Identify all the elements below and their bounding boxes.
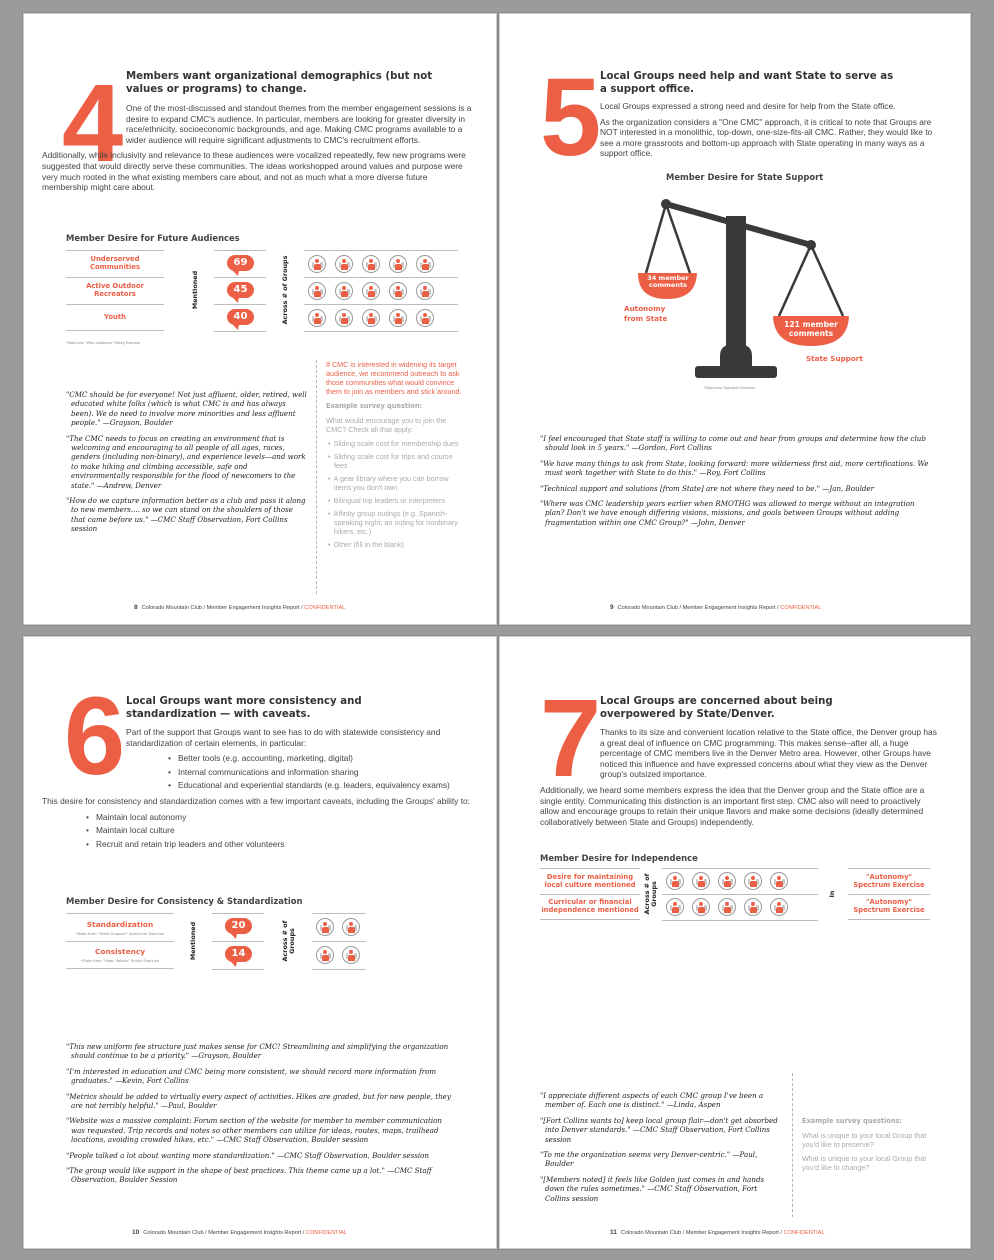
left-pan-label: Autonomy from State [624, 304, 668, 323]
mentioned-axis-label: Mentioned [189, 921, 197, 961]
group-icon-part [315, 313, 319, 317]
footer-separator: / [777, 605, 779, 611]
group-icon [342, 946, 360, 964]
category-label: Youth [66, 304, 164, 331]
group-icon-part [368, 264, 375, 270]
group-icon-part [777, 902, 781, 906]
quote: "I'm interested in education and CMC being more consistent, we should record more information from graduates." —Kevin, Fort Collins [66, 1066, 437, 1086]
group-icon [666, 898, 684, 916]
group-icon-part [341, 264, 348, 270]
survey-sidebar [792, 1073, 942, 1217]
quote: "The CMC needs to focus on creating an environment that is welcoming and encouraging to all people of all ages, races, genders (including non-binary), and experience levels—and work to make hiking and climbing accessible, safe and environmentally responsible for the flood of newcomers to the state." —Andrew, Denver [66, 433, 306, 490]
footer-confidential: CONFIDENTIAL [305, 1230, 347, 1236]
footer-confidential: CONFIDENTIAL [304, 605, 346, 611]
section-numeral: 5 [540, 56, 598, 179]
group-icon-part [396, 286, 400, 290]
row-divider [214, 277, 266, 278]
group-icon-part [725, 902, 729, 906]
group-icon-part [699, 902, 703, 906]
page-footer [610, 604, 821, 611]
group-icon-part [751, 902, 755, 906]
quotes [540, 434, 935, 533]
group-icon-part [314, 318, 321, 324]
survey-option: • Sliding scale cost for trips and course fees [326, 452, 466, 470]
survey-question: What is unique to your local Group that you'd like to preserve? [802, 1131, 927, 1149]
footer-org: Colorado Mountain Club [141, 605, 202, 611]
group-icon [316, 918, 334, 936]
group-icon [416, 255, 434, 273]
group-icon [342, 918, 360, 936]
mentioned-axis-label: Mentioned [191, 270, 199, 310]
group-icon-part [315, 286, 319, 290]
page-8 [23, 13, 497, 625]
recommendation-sidebar [316, 360, 466, 594]
chart-title: Member Desire for Consistency & Standardization [66, 896, 303, 906]
section-numeral: 6 [64, 675, 122, 798]
quote: "We have many things to ask from State, looking forward: more wilderness first aid, more certifications. We must work together with State to do this." —Roy, Fort Collins [540, 458, 929, 478]
group-icon-part [348, 955, 355, 961]
row-divider [312, 941, 366, 942]
quote: "Website was a massive complaint: Forum section of the website for member to member communication was requested. Trip records and notes so other members can utilize for ideas, routes, maps, trailhead locations, avoiding crowded hikes, etc." —CMC Staff Observation, Boulder session [66, 1116, 442, 1145]
footer-report: Member Engagement Insights Report [208, 1230, 302, 1236]
quote: "The group would like support in the shape of best practices. This theme came up a lot." —CMC Staff Observation, Boulder Session [66, 1166, 432, 1185]
survey-option: • Affinity group outings (e.g. Spanish-speaking night; an outing for nonbinary hikers, etc.) [326, 509, 466, 536]
group-icon [692, 872, 710, 890]
section-body [540, 727, 938, 832]
footer-org: Colorado Mountain Club [617, 605, 678, 611]
group-icon [416, 309, 434, 327]
page-footer [132, 1229, 347, 1236]
quote: "Metrics should be added to virtually every aspect of activities. Hikes are graded, but for new people, they are not terribly helpful." —Paul, Boulder [66, 1091, 451, 1111]
row-divider [662, 920, 818, 921]
group-icon-part [314, 291, 321, 297]
group-icon-part [395, 264, 402, 270]
quote: "[Fort Collins wants to] keep local group flair—don't get absorbed into Denver standards." —CMC Staff Observation, Fort Collins session [540, 1115, 778, 1144]
group-icon [770, 872, 788, 890]
quote: "[Members noted] it feels like Golden just comes in and hands down the rules sometimes." —CMC Staff Observation, Fort Collins session [540, 1174, 765, 1203]
page-10 [23, 636, 497, 1249]
row-divider [312, 969, 366, 970]
page-11 [499, 636, 971, 1249]
group-icon-part [396, 313, 400, 317]
bullet: • Internal communications and information sharing [168, 767, 474, 778]
mentioned-count-bubble: 45 [227, 282, 254, 298]
group-icon-part [699, 876, 703, 880]
quotes [540, 1091, 782, 1209]
paragraph: Additionally, while inclusivity and relevance to these audiences were vocalized repeatedly, few new programs were suggested that would directly serve these communities. The ideas workshopped around values and purpose were very much rooted in the what existing members care about, and not as much what a more diverse future membership might care about. [42, 150, 466, 193]
category-label: Curricular or financial independence mentioned [540, 894, 640, 920]
quote: "How do we capture information better as a club and pass it along to new members.... so we can stand on the shoulders of those that came before us." —CMC Staff Observation, Fort Collins session [66, 496, 306, 534]
row-divider [662, 868, 818, 869]
quote: "To me the organization seems very Denver-centric." —Paul, Boulder [540, 1150, 758, 1169]
recommendation-text: If CMC is interested in widening its target audience, we recommend outreach to ask those communities what would convince them to join as members and stick around. [326, 360, 462, 396]
group-icon-part [396, 259, 400, 263]
footer-org: Colorado Mountain Club [620, 1230, 682, 1236]
quote: "People talked a lot about wanting more standardization." —CMC Staff Observation, Boulder session [66, 1150, 430, 1160]
group-icon-part [423, 286, 427, 290]
survey-option: • Bilingual trip leaders or interpreters [326, 496, 466, 505]
group-icons-row [666, 872, 788, 890]
mentioned-count-bubble: 40 [227, 309, 254, 325]
group-icon [744, 898, 762, 916]
group-icon-part [349, 950, 353, 954]
group-icon-part [314, 264, 321, 270]
category-label: Standardization [86, 919, 154, 929]
footer-separator: / [203, 605, 206, 611]
group-icon-part [724, 881, 731, 887]
caveat-intro: This desire for consistency and standardization comes with a few important caveats, including the Groups' ability to: [42, 795, 471, 806]
paragraph: One of the most-discussed and standout themes from the member engagement sessions is a desire to expand CMC's audience. In particular, members are looking for greater diversity in race/ethnicity, socioeconomic backgrounds, and age. Making CMC programs available to a wider audience will require significant adjustments to CMC's recruitment efforts. [126, 103, 472, 145]
groups-axis-label: Across # of Groups [281, 920, 296, 962]
group-icon-part [323, 922, 327, 926]
row-divider [214, 331, 266, 332]
mentioned-count-bubble: 69 [227, 255, 254, 271]
group-icon [335, 282, 353, 300]
paragraph: Thanks to its size and convenient location relative to the State office, the Denver group has a great deal of influence on CMC programming. This makes sense–after all, a huge percentage of CMC members live in the Denver Metro area. However, other Groups have noticed this influence and have expressed concerns about what they view as the Denver group's outsized importance. [600, 727, 937, 780]
survey-question: What is unique to your local Group that you'd like to change? [802, 1154, 927, 1172]
survey-option: • Other (fill in the blank) [326, 540, 466, 549]
footer-separator: / [301, 605, 303, 611]
group-icon [335, 309, 353, 327]
page-footer [610, 1229, 825, 1236]
footer-report: Member Engagement Insights Report [685, 1230, 779, 1236]
category-row [66, 941, 174, 969]
chart-title: Member Desire for Future Audiences [66, 233, 240, 243]
footer-separator: / [780, 1230, 782, 1236]
bullet: • Better tools (e.g. accounting, marketing, digital) [168, 753, 474, 764]
footer-separator: / [302, 1230, 305, 1236]
group-icon [666, 872, 684, 890]
category-row [66, 913, 174, 941]
row-divider [214, 304, 266, 305]
left-pan-value: 34 member comments [647, 274, 689, 289]
paragraph: Additionally, we heard some members express the idea that the Denver group and the State office are a single entity. Communicating this distinction is an important first step. CMC also will need to proactively allow and encourage groups to retain their unique flavors and make some decisions (ideally determined collaboratively between State and Groups) independently. [540, 784, 925, 827]
group-icon-part [750, 907, 757, 913]
section-heading: Local Groups are concerned about being overpowered by State/Denver. [600, 696, 833, 720]
quote: "Technical support and solutions [from State] are not where they need to be." —Jan, Boulder [540, 483, 874, 493]
group-icons-row [308, 282, 434, 300]
row-divider [304, 331, 458, 332]
quotes [66, 390, 308, 540]
row-divider [304, 304, 458, 305]
footer-confidential: CONFIDENTIAL [783, 1230, 825, 1236]
row-divider [214, 250, 266, 251]
page-footer [134, 604, 345, 611]
section-numeral: 4 [62, 62, 120, 185]
group-icon-part [348, 927, 355, 933]
mentioned-count-bubble: 20 [225, 918, 252, 934]
bullet: • Maintain local culture [86, 825, 474, 836]
survey-option: • Sliding scale cost for membership dues [326, 439, 466, 448]
group-icon-part [342, 259, 346, 263]
footer-report: Member Engagement Insights Report [206, 605, 300, 611]
group-icon-part [777, 876, 781, 880]
group-icon-part [369, 286, 373, 290]
group-icons-row [308, 255, 434, 273]
right-pan-label: State Support [806, 354, 863, 363]
quote: "Where was CMC leadership years earlier when RMOTHG was allowed to merge without an integration plan? Don't we have enough differing visions, missions, and goals between Groups without adding fragmentation within one CMC Group?" —John, Denver [540, 499, 915, 527]
footer-separator: / [679, 605, 682, 611]
row-divider [304, 277, 458, 278]
bullet: • Educational and experiential standards (e.g. leaders, equivalency exams) [168, 780, 474, 791]
quote: "CMC should be for everyone! Not just affluent, older, retired, well educated white folks (which is what CMC is and has always been). We do need to involve more minorities and less affluent people." —Grayson, Boulder [66, 390, 307, 428]
group-icon-part [395, 318, 402, 324]
group-icon-part [751, 876, 755, 880]
group-icon [718, 898, 736, 916]
group-icons-row [316, 918, 360, 936]
group-icon [770, 898, 788, 916]
group-icon-part [395, 291, 402, 297]
groups-axis-label: Across # of Groups [281, 255, 289, 325]
survey-question: What would encourage you to join the CMC? Check all that apply: [326, 416, 447, 434]
group-icon [362, 282, 380, 300]
paragraph: Local Groups expressed a strong need and desire for help from the State office. [600, 101, 896, 111]
section-body [540, 101, 935, 159]
in-label: In [828, 890, 836, 898]
survey-label: Example survey question: [326, 402, 423, 410]
row-divider [212, 913, 264, 914]
group-icon-part [368, 318, 375, 324]
source-label: "Autonomy" Spectrum Exercise [848, 868, 930, 894]
row-divider [662, 894, 818, 895]
right-pan-value: 121 member comments [784, 320, 838, 338]
chart-title: Member Desire for State Support [666, 172, 824, 182]
row-divider [212, 969, 264, 970]
group-icon-part [423, 259, 427, 263]
group-icon-part [698, 907, 705, 913]
row-divider [212, 941, 264, 942]
section-heading: Local Groups want more consistency and standardization — with caveats. [126, 696, 362, 720]
section-body [42, 727, 474, 854]
paragraph: As the organization considers a "One CMC" approach, it is critical to note that Groups are NOT interested in a monolithic, top-down, one-size-fits-all CMC. Rather, they would like to see a more grassroots and bottom-up approach with State operating in many ways as a support office. [600, 116, 933, 159]
group-icon-part [323, 950, 327, 954]
group-icon [308, 309, 326, 327]
footer-separator: / [205, 1230, 207, 1236]
group-icon [744, 872, 762, 890]
group-icon-part [725, 876, 729, 880]
page-number: 11 [610, 1229, 617, 1236]
group-icon [416, 282, 434, 300]
footer-org: Colorado Mountain Club [143, 1230, 204, 1236]
group-icon-part [315, 259, 319, 263]
group-icon-part [724, 907, 731, 913]
section-body [42, 103, 474, 198]
group-icon-part [369, 313, 373, 317]
group-icon-part [369, 259, 373, 263]
group-icon-part [422, 291, 429, 297]
bullet: • Recruit and retain trip leaders and other volunteers [86, 839, 474, 850]
section-heading: Local Groups need help and want State to serve as a support office. [600, 71, 894, 95]
group-icon-part [422, 318, 429, 324]
group-icon [308, 282, 326, 300]
page-number: 10 [132, 1229, 140, 1236]
category-label: Consistency [94, 947, 146, 956]
group-icon-part [341, 318, 348, 324]
mentioned-count-bubble: 14 [225, 946, 252, 962]
chart-note: *Data from "Who: Audience" Sticky Exercise [66, 341, 141, 345]
quote: "I appreciate different aspects of each CMC group I've been a member of. Each one is distinct." —Linda, Aspen [540, 1091, 764, 1110]
row-divider [312, 913, 366, 914]
footer-report: Member Engagement Insights Report [682, 605, 776, 611]
group-icon-part [322, 955, 329, 961]
intro: Part of the support that Groups want to see has to do with statewide consistency and standardization of certain elements, in particular: [126, 727, 441, 748]
footer-separator: / [682, 1230, 685, 1236]
group-icon-part [342, 286, 346, 290]
survey-option: • A gear library where you can borrow items you don't own [326, 474, 466, 492]
footer-confidential: CONFIDENTIAL [780, 605, 822, 611]
group-icon-part [750, 881, 757, 887]
group-icon-part [423, 313, 427, 317]
quote: "I feel encouraged that State staff is willing to come out and hear from groups and determine how the club should look in 5 years." —Gordon, Fort Collins [540, 434, 926, 453]
group-icon [718, 872, 736, 890]
category-label: Underserved Communities [66, 250, 164, 277]
group-icon-part [776, 881, 783, 887]
category-label: Active Outdoor Recreators [66, 277, 164, 304]
group-icon [389, 309, 407, 327]
group-icon [692, 898, 710, 916]
section-heading: Members want organizational demographics (but not values or programs) to change. [126, 71, 433, 95]
row-divider [304, 250, 458, 251]
survey-label: Example survey questions: [802, 1117, 903, 1125]
group-icon-part [368, 291, 375, 297]
quote: "This new uniform fee structure just makes sense for CMC! Streamlining and simplifying the organization should continue to be a priority." —Grayson, Boulder [66, 1042, 449, 1061]
section-numeral: 7 [540, 677, 598, 800]
group-icon-part [776, 907, 783, 913]
group-icon-part [422, 264, 429, 270]
page-number: 8 [134, 604, 138, 611]
group-icon-part [673, 876, 677, 880]
chart-title: Member Desire for Independence [540, 853, 698, 863]
category-note: *Data from "How: Values" Sticky Exercise [80, 958, 160, 963]
page-9 [499, 13, 971, 625]
group-icon [316, 946, 334, 964]
group-icon-part [698, 881, 705, 887]
group-icon-part [349, 922, 353, 926]
quotes [66, 1042, 451, 1191]
group-icon [362, 255, 380, 273]
group-icon-part [341, 291, 348, 297]
scale-pillar [695, 216, 777, 378]
group-icons-row [316, 946, 360, 964]
group-icon [335, 255, 353, 273]
category-label: Desire for maintaining local culture mentioned [540, 868, 640, 894]
bullet: • Maintain local autonomy [86, 812, 474, 823]
group-icon [362, 309, 380, 327]
group-icon [308, 255, 326, 273]
group-icons-row [666, 898, 788, 916]
group-icon-part [673, 902, 677, 906]
group-icon [389, 282, 407, 300]
chart-note: *Data from Spectrum Exercise [704, 386, 756, 390]
group-icon-part [672, 907, 679, 913]
source-label: "Autonomy" Spectrum Exercise [848, 894, 930, 920]
group-icon-part [342, 313, 346, 317]
group-icon-part [672, 881, 679, 887]
group-icons-row [308, 309, 434, 327]
category-note: *Data from "State Support" Spectrum Exercise [75, 930, 165, 936]
group-icon [389, 255, 407, 273]
page-number: 9 [610, 604, 614, 611]
groups-axis-label: Across # of Groups [643, 873, 658, 915]
group-icon-part [322, 927, 329, 933]
